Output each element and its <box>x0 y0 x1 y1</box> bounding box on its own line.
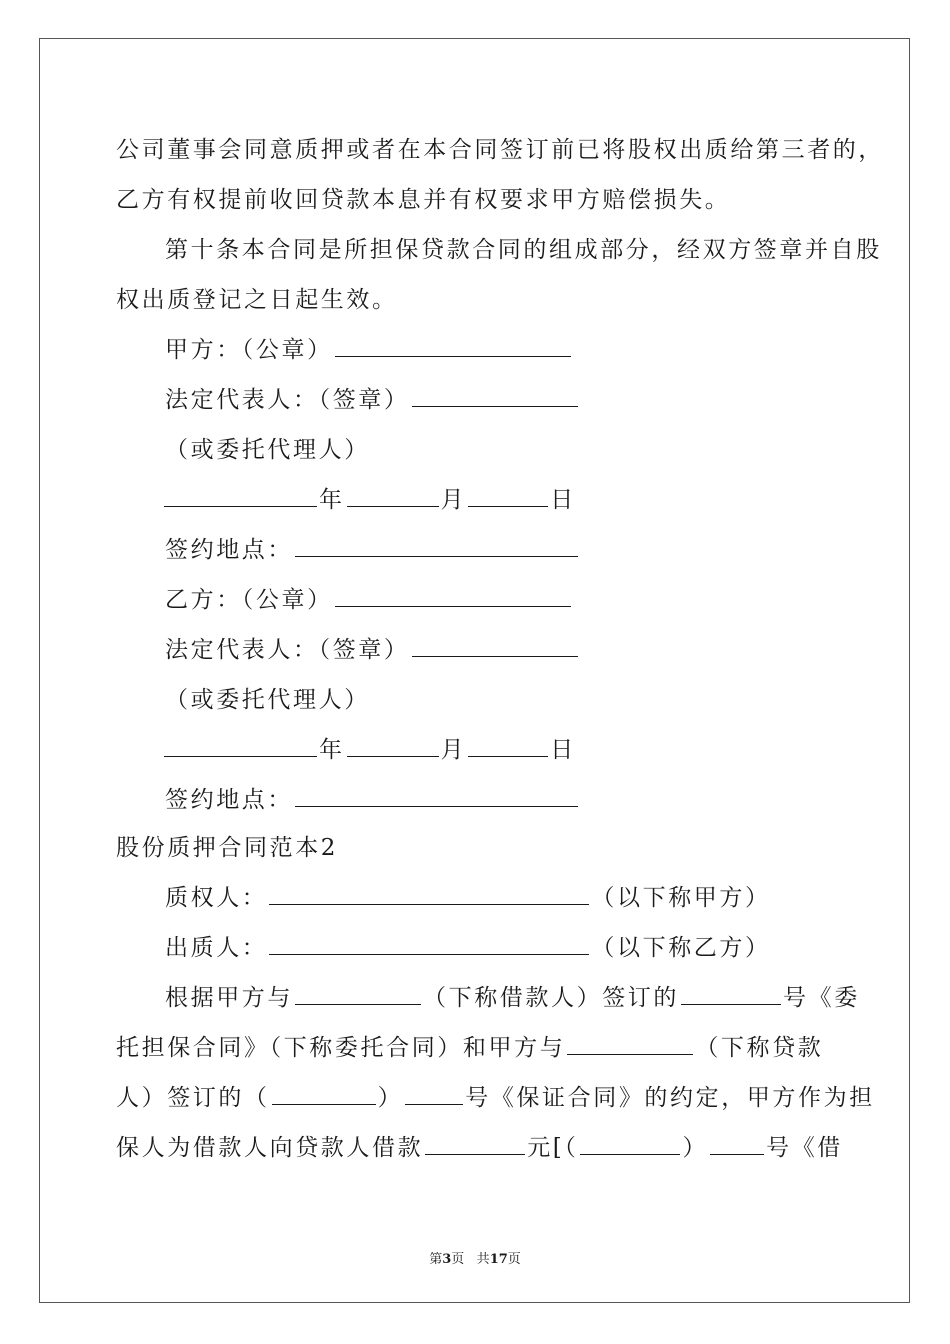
paragraph-line: 乙方有权提前收回贷款本息并有权要求甲方赔偿损失。 <box>116 187 731 213</box>
paragraph-line: 托担保合同》（下称委托合同）和甲方与 （下称贷款 <box>116 1035 824 1061</box>
year-blank <box>164 505 317 507</box>
signature-blank <box>335 605 571 607</box>
date-line: 年 月 日 <box>162 735 576 765</box>
paragraph-line: 人）签订的（ ） 号《保证合同》的约定，甲方作为担 <box>116 1085 875 1111</box>
section-heading: 股份质押合同范本2 <box>116 835 339 861</box>
signature-blank <box>335 355 571 357</box>
total-pages: 17 <box>489 1252 508 1267</box>
fill-blank <box>272 1103 376 1105</box>
signature-blank <box>295 805 578 807</box>
clause-ten: 第十条本合同是所担保贷款合同的组成部分，经双方签章并自股 <box>165 237 882 263</box>
fill-blank <box>295 1003 421 1005</box>
fill-blank <box>580 1153 680 1155</box>
page-number: 3 <box>442 1252 452 1267</box>
fill-blank <box>710 1153 764 1155</box>
month-blank <box>347 505 439 507</box>
day-blank <box>468 755 548 757</box>
agent-line: （或委托代理人） <box>165 687 370 713</box>
agent-line: （或委托代理人） <box>165 437 370 463</box>
year-blank <box>164 755 317 757</box>
legal-rep-line: 法定代表人：（签章） <box>165 385 580 415</box>
signature-blank <box>412 405 578 407</box>
legal-rep-line: 法定代表人：（签章） <box>165 635 580 665</box>
paragraph-line: 公司董事会同意质押或者在本合同签订前已将股权出质给第三者的， <box>116 137 884 163</box>
fill-blank <box>567 1053 693 1055</box>
pledgee-blank <box>269 903 589 905</box>
fill-blank <box>405 1103 463 1105</box>
pledgee-line: 质权人： （以下称甲方） <box>165 885 771 911</box>
day-blank <box>468 505 548 507</box>
fill-blank <box>425 1153 525 1155</box>
page-footer: 第3页 共17页 <box>429 1252 521 1267</box>
signing-place-line: 签约地点： <box>165 535 580 565</box>
paragraph-line: 根据甲方与 （下称借款人）签订的 号《委 <box>165 985 860 1011</box>
pledgor-line: 出质人： （以下称乙方） <box>165 935 771 961</box>
paragraph-line: 保人为借款人向贷款人借款 元[（ ） 号《借 <box>116 1135 843 1161</box>
signature-blank <box>295 555 578 557</box>
pledgor-blank <box>269 953 589 955</box>
signing-place-line: 签约地点： <box>165 785 580 815</box>
date-line: 年 月 日 <box>162 485 576 515</box>
paragraph-line: 权出质登记之日起生效。 <box>116 287 398 313</box>
signature-blank <box>412 655 578 657</box>
party-b-seal-line: 乙方：（公章） <box>165 585 573 615</box>
fill-blank <box>681 1003 781 1005</box>
page-border <box>39 38 910 1303</box>
party-a-seal-line: 甲方：（公章） <box>165 335 573 365</box>
month-blank <box>347 755 439 757</box>
